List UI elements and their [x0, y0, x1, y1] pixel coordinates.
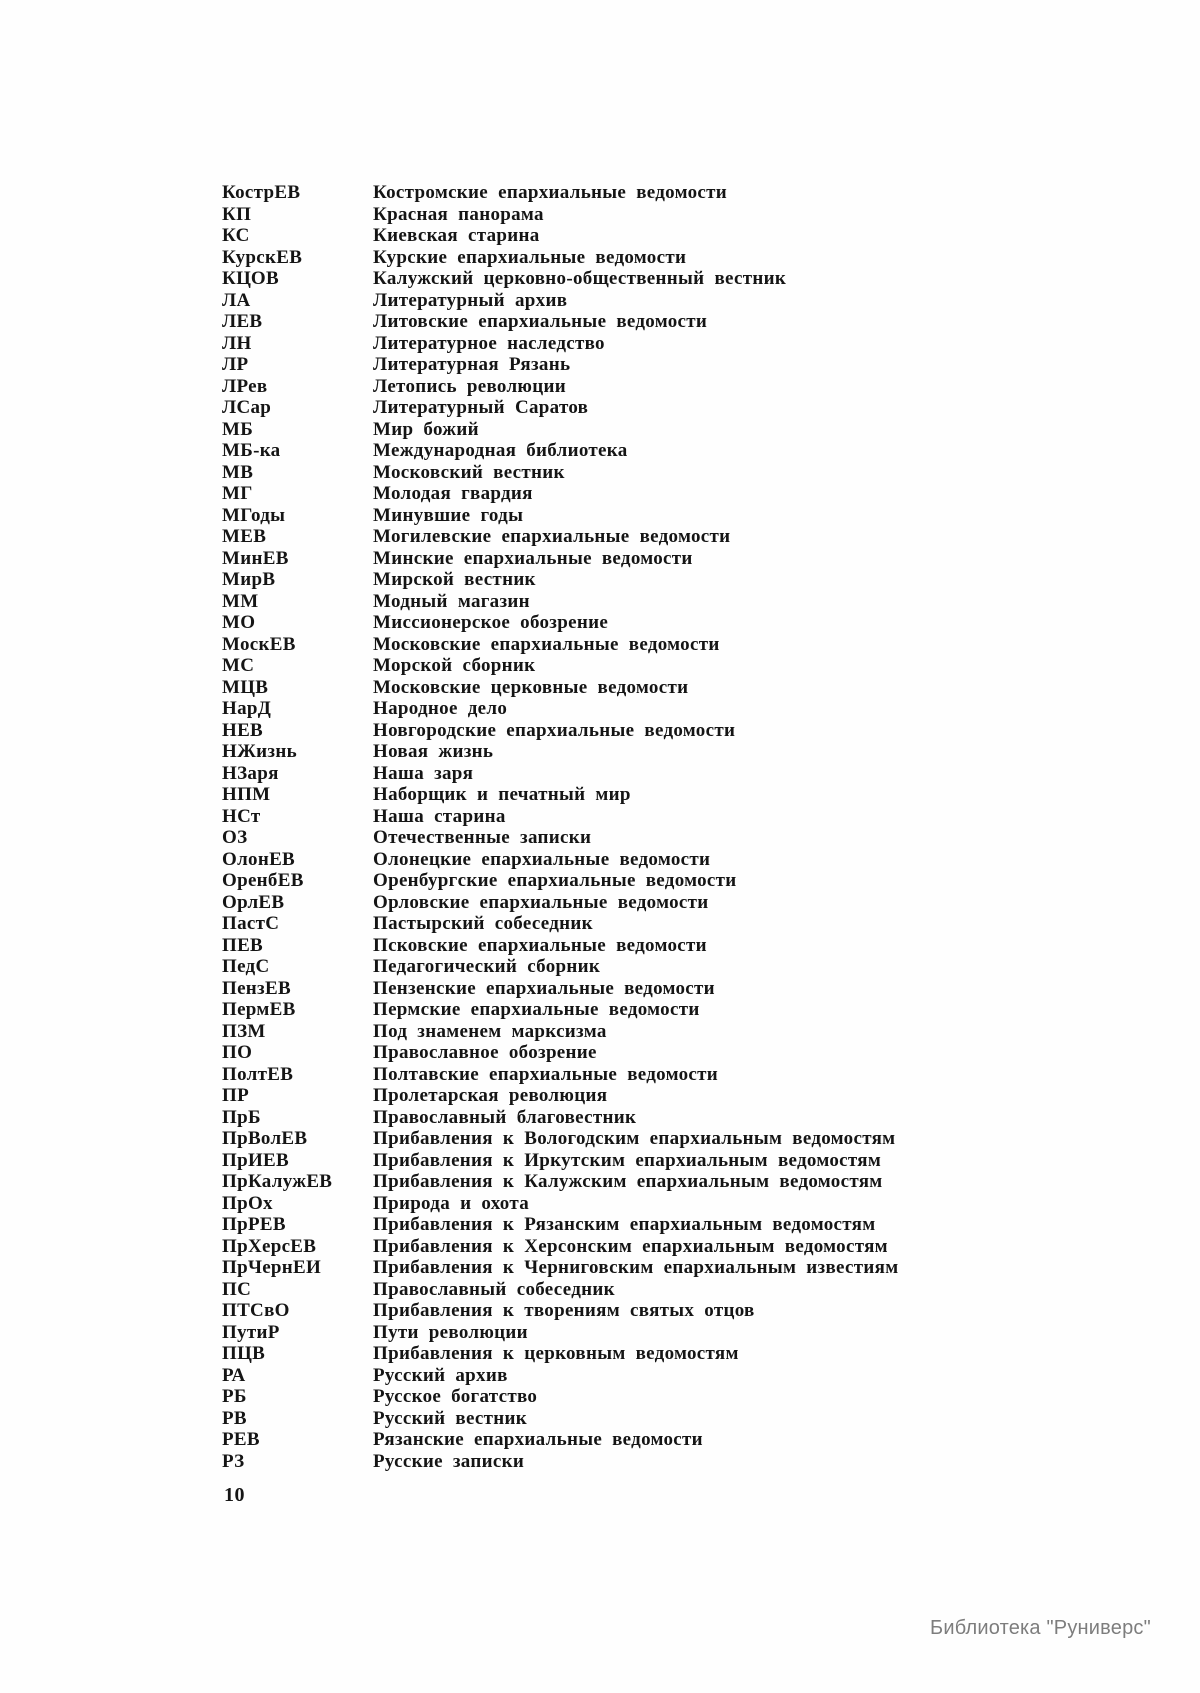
abbreviation-title: Русские записки	[373, 1450, 525, 1472]
abbreviation-code: НЗаря	[222, 762, 279, 784]
abbreviation-row	[222, 827, 898, 849]
abbreviation-row	[222, 1343, 898, 1365]
abbreviation-code: ПолтЕВ	[222, 1063, 294, 1085]
abbreviation-row	[222, 354, 898, 376]
abbreviation-title: Мирской вестник	[373, 569, 536, 590]
abbreviation-row	[222, 677, 898, 699]
abbreviation-row	[222, 462, 898, 484]
abbreviation-title: Русское богатство	[373, 1386, 538, 1407]
abbreviation-row	[222, 1021, 898, 1043]
abbreviation-code: МБ-ка	[222, 440, 281, 461]
abbreviation-code: ЛА	[222, 289, 251, 311]
abbreviation-code: ОЗ	[222, 827, 248, 848]
abbreviation-title: Православное обозрение	[373, 1042, 597, 1063]
abbreviation-row	[222, 505, 898, 527]
abbreviation-title: Пути революции	[373, 1321, 528, 1343]
abbreviation-title: Московские церковные ведомости	[373, 676, 689, 698]
abbreviation-row	[222, 268, 898, 290]
abbreviation-title: Киевская старина	[373, 225, 540, 246]
abbreviation-row	[222, 720, 898, 742]
abbreviation-title: Русский архив	[373, 1364, 508, 1386]
abbreviation-code: МЦВ	[222, 676, 269, 698]
abbreviation-code: ПрЧернЕИ	[222, 1257, 322, 1278]
abbreviation-title: Международная библиотека	[373, 440, 628, 461]
abbreviation-code: ПрКалужЕВ	[222, 1171, 333, 1192]
abbreviation-title: Литературный Саратов	[373, 397, 589, 418]
abbreviation-code: МЕВ	[222, 526, 267, 547]
abbreviation-title: Православный собеседник	[373, 1278, 615, 1300]
abbreviation-code: ПрВолЕВ	[222, 1128, 308, 1149]
abbreviation-title: Новая жизнь	[373, 741, 494, 762]
abbreviation-title: Православный благовестник	[373, 1106, 637, 1128]
abbreviation-title: Наборщик и печатный мир	[373, 784, 631, 805]
abbreviation-code: ЛЕВ	[222, 311, 263, 332]
abbreviation-row	[222, 1300, 898, 1322]
abbreviation-code: КострЕВ	[222, 182, 301, 203]
abbreviation-title: Пролетарская революция	[373, 1085, 608, 1106]
abbreviation-code: РВ	[222, 1407, 247, 1429]
abbreviation-row	[222, 1128, 898, 1150]
abbreviation-title: Пермские епархиальные ведомости	[373, 999, 700, 1020]
abbreviation-row	[222, 397, 898, 419]
abbreviation-row	[222, 1193, 898, 1215]
abbreviation-title: Литературная Рязань	[373, 354, 571, 375]
abbreviation-code: МинЕВ	[222, 547, 289, 569]
abbreviation-row	[222, 1042, 898, 1064]
abbreviation-code: ПЗМ	[222, 1020, 266, 1042]
abbreviation-code: ПастС	[222, 913, 280, 934]
abbreviation-title: Оренбургские епархиальные ведомости	[373, 870, 737, 891]
abbreviation-row	[222, 1408, 898, 1430]
abbreviation-title: Миссионерское обозрение	[373, 612, 609, 633]
abbreviation-row	[222, 849, 898, 871]
abbreviation-row	[222, 935, 898, 957]
abbreviation-code: ПЦВ	[222, 1343, 266, 1364]
abbreviation-title: Литературный архив	[373, 289, 568, 311]
abbreviation-code: ПрРЕВ	[222, 1214, 286, 1235]
abbreviation-row	[222, 569, 898, 591]
abbreviation-title: Рязанские епархиальные ведомости	[373, 1429, 703, 1450]
abbreviation-row	[222, 591, 898, 613]
abbreviation-title: Русский вестник	[373, 1407, 528, 1429]
abbreviation-title: Литовские епархиальные ведомости	[373, 311, 708, 332]
abbreviation-row	[222, 333, 898, 355]
watermark: Библиотека "Руниверс"	[930, 1617, 1151, 1639]
abbreviation-title: Пастырский собеседник	[373, 913, 593, 934]
abbreviation-title: Прибавления к Херсонским епархиальным ведомостям	[373, 1235, 888, 1257]
abbreviation-row	[222, 892, 898, 914]
abbreviation-code: ПрХерсЕВ	[222, 1235, 317, 1257]
abbreviation-row	[222, 612, 898, 634]
abbreviation-title: Псковские епархиальные ведомости	[373, 934, 707, 956]
abbreviation-code: КурскЕВ	[222, 246, 303, 268]
abbreviation-code: МГоды	[222, 504, 286, 526]
abbreviation-code: НЖизнь	[222, 741, 297, 762]
abbreviation-row	[222, 870, 898, 892]
abbreviation-title: Под знаменем марксизма	[373, 1020, 607, 1042]
abbreviation-title: Прибавления к творениям святых отцов	[373, 1300, 755, 1321]
abbreviation-title: Калужский церковно-общественный вестник	[373, 268, 787, 289]
abbreviation-row	[222, 1214, 898, 1236]
abbreviation-row	[222, 1257, 898, 1279]
abbreviation-row	[222, 1107, 898, 1129]
abbreviation-code: НарД	[222, 698, 272, 719]
abbreviation-code: ПО	[222, 1042, 253, 1063]
abbreviation-title: Мир божий	[373, 418, 479, 440]
abbreviation-title: Морской сборник	[373, 655, 536, 676]
abbreviation-title: Прибавления к церковным ведомостям	[373, 1343, 739, 1364]
abbreviation-code: МоскЕВ	[222, 633, 296, 655]
abbreviation-row	[222, 1429, 898, 1451]
abbreviation-row	[222, 1064, 898, 1086]
abbreviation-row	[222, 440, 898, 462]
abbreviation-code: ПЕВ	[222, 934, 264, 956]
abbreviation-code: НПМ	[222, 784, 271, 805]
abbreviation-code: ПермЕВ	[222, 999, 296, 1020]
abbreviation-title: Полтавские епархиальные ведомости	[373, 1063, 718, 1085]
abbreviation-row	[222, 225, 898, 247]
abbreviation-row	[222, 204, 898, 226]
abbreviation-code: РЕВ	[222, 1429, 260, 1450]
abbreviation-title: Модный магазин	[373, 590, 530, 612]
abbreviation-title: Отечественные записки	[373, 827, 592, 848]
abbreviation-title: Московский вестник	[373, 461, 565, 483]
abbreviation-code: МирВ	[222, 569, 276, 590]
abbreviation-row	[222, 999, 898, 1021]
abbreviation-row	[222, 741, 898, 763]
abbreviation-code: ПедС	[222, 956, 270, 977]
abbreviation-row	[222, 1279, 898, 1301]
abbreviation-code: ПР	[222, 1085, 249, 1106]
abbreviation-code: МВ	[222, 461, 254, 483]
abbreviation-title: Прибавления к Иркутским епархиальным ведомостям	[373, 1149, 882, 1171]
abbreviation-title: Московские епархиальные ведомости	[373, 633, 720, 655]
abbreviation-title: Минские епархиальные ведомости	[373, 547, 693, 569]
abbreviation-title: Пензенские епархиальные ведомости	[373, 977, 715, 999]
abbreviation-row	[222, 634, 898, 656]
abbreviation-code: ПензЕВ	[222, 977, 291, 999]
abbreviation-row	[222, 548, 898, 570]
abbreviation-row	[222, 1236, 898, 1258]
abbreviation-code: КС	[222, 225, 250, 246]
abbreviation-code: ЛРев	[222, 375, 268, 397]
abbreviation-row	[222, 1451, 898, 1473]
abbreviation-row	[222, 483, 898, 505]
abbreviation-code: НСт	[222, 805, 261, 827]
abbreviation-row	[222, 956, 898, 978]
abbreviation-row	[222, 247, 898, 269]
abbreviation-title: Прибавления к Рязанским епархиальным ведомостям	[373, 1214, 876, 1235]
abbreviation-title: Могилевские епархиальные ведомости	[373, 526, 731, 547]
page-number: 10	[224, 1484, 245, 1506]
abbreviation-code: ЛР	[222, 354, 249, 375]
abbreviation-title: Прибавления к Черниговским епархиальным известиям	[373, 1257, 899, 1278]
abbreviation-row	[222, 419, 898, 441]
abbreviation-title: Прибавления к Вологодским епархиальным ведомостям	[373, 1128, 896, 1149]
abbreviation-title: Прибавления к Калужским епархиальным ведомостям	[373, 1171, 883, 1192]
abbreviation-code: ММ	[222, 590, 259, 612]
abbreviation-code: МГ	[222, 483, 253, 504]
abbreviation-title: Педагогический сборник	[373, 956, 601, 977]
abbreviation-row	[222, 1171, 898, 1193]
abbreviation-code: ПС	[222, 1278, 252, 1300]
abbreviation-row	[222, 978, 898, 1000]
abbreviation-title: Молодая гвардия	[373, 483, 533, 504]
abbreviation-title: Костромские епархиальные ведомости	[373, 182, 728, 203]
abbreviation-code: МБ	[222, 418, 254, 440]
abbreviation-row	[222, 290, 898, 312]
abbreviation-code: РЗ	[222, 1450, 245, 1472]
abbreviation-code: РБ	[222, 1386, 247, 1407]
abbreviation-row	[222, 1322, 898, 1344]
abbreviation-row	[222, 655, 898, 677]
abbreviation-code: ПрОх	[222, 1192, 273, 1214]
abbreviation-code: ОрлЕВ	[222, 891, 285, 913]
abbreviation-code: МС	[222, 655, 255, 676]
abbreviation-row	[222, 526, 898, 548]
abbreviation-row	[222, 376, 898, 398]
abbreviation-code: ЛСар	[222, 397, 272, 418]
abbreviation-title: Олонецкие епархиальные ведомости	[373, 848, 711, 870]
abbreviation-code: ОренбЕВ	[222, 870, 304, 891]
abbreviation-title: Курские епархиальные ведомости	[373, 246, 687, 268]
abbreviation-row	[222, 311, 898, 333]
abbreviation-title: Минувшие годы	[373, 504, 524, 526]
abbreviation-code: ЛН	[222, 332, 252, 354]
abbreviation-row	[222, 1150, 898, 1172]
abbreviation-title: Новгородские епархиальные ведомости	[373, 719, 736, 741]
abbreviation-row	[222, 913, 898, 935]
abbreviation-row	[222, 1365, 898, 1387]
abbreviation-title: Орловские епархиальные ведомости	[373, 891, 709, 913]
abbreviation-code: КП	[222, 203, 252, 225]
abbreviation-code: ОлонЕВ	[222, 848, 296, 870]
abbreviation-row	[222, 763, 898, 785]
abbreviation-code: КЦОВ	[222, 268, 279, 289]
abbreviation-code: МО	[222, 612, 256, 633]
abbreviation-code: ПрБ	[222, 1106, 261, 1128]
abbreviation-title: Летопись революции	[373, 375, 566, 397]
abbreviation-title: Литературное наследство	[373, 332, 605, 354]
abbreviation-code: ПутиР	[222, 1321, 280, 1343]
abbreviation-code: ПрИЕВ	[222, 1149, 289, 1171]
abbreviation-row	[222, 1085, 898, 1107]
abbreviation-title: Наша старина	[373, 805, 506, 827]
abbreviation-row	[222, 182, 898, 204]
abbreviation-code: НЕВ	[222, 719, 264, 741]
abbreviation-row	[222, 784, 898, 806]
abbreviation-row	[222, 806, 898, 828]
abbreviation-row	[222, 698, 898, 720]
abbreviation-code: ПТСвО	[222, 1300, 290, 1321]
abbreviation-code: РА	[222, 1364, 246, 1386]
abbreviation-row	[222, 1386, 898, 1408]
abbreviation-title: Наша заря	[373, 762, 474, 784]
abbreviation-title: Красная панорама	[373, 203, 544, 225]
abbreviation-list	[222, 182, 898, 1472]
abbreviation-title: Природа и охота	[373, 1192, 529, 1214]
abbreviation-title: Народное дело	[373, 698, 508, 719]
